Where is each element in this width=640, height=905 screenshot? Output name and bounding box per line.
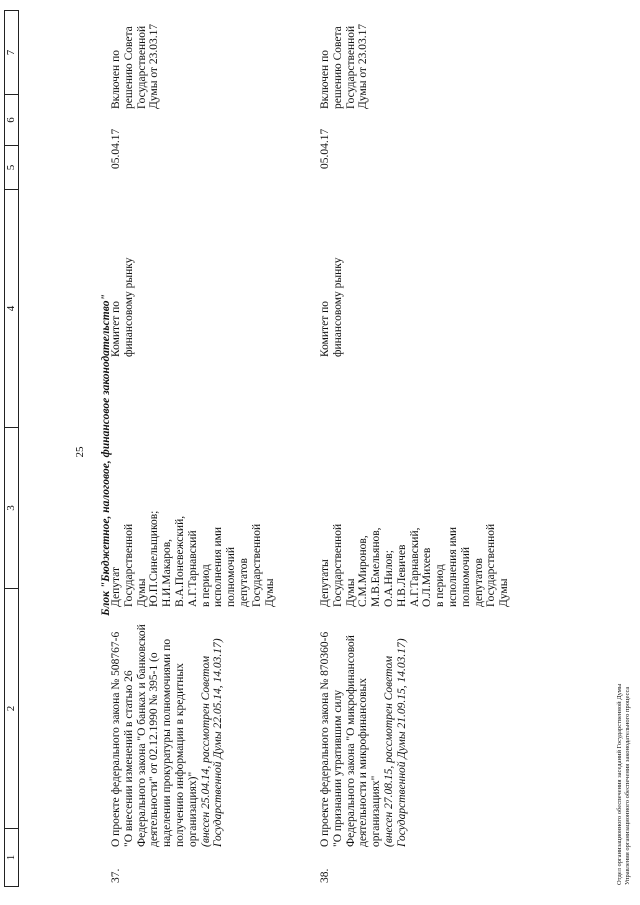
- column-header-6: 6: [5, 94, 18, 145]
- author-line: Депутаты: [319, 559, 331, 607]
- status-line: Государственной: [344, 25, 357, 109]
- author-line: В.А.Поневежский,: [173, 515, 186, 607]
- author-line: Думы: [344, 578, 357, 607]
- bill-authors: [319, 524, 511, 607]
- author-line: Н.И.Макаров,: [161, 538, 174, 607]
- desc-line: "О признании утратившим силу: [331, 689, 344, 847]
- committee-line: финансовому рынку: [122, 257, 135, 357]
- document-page: [0, 5, 640, 905]
- row-number: 38.: [319, 868, 331, 883]
- column-header-1: 1: [5, 828, 18, 886]
- column-header-5: 5: [5, 145, 18, 189]
- committee-line: Комитет по: [319, 301, 331, 357]
- committee-line: Комитет по: [110, 301, 122, 357]
- author-line: Государственной: [331, 523, 344, 607]
- column-header-row: [4, 10, 19, 887]
- row-number: 37.: [110, 868, 122, 883]
- column-header-4: 4: [5, 189, 18, 427]
- author-line: Ю.П.Синельщиков;: [148, 510, 161, 607]
- inclusion-status: [110, 24, 161, 109]
- status-line: Включен по: [319, 50, 331, 109]
- author-line: Государственной: [122, 523, 135, 607]
- block-title: Блок "Бюджетное, налоговое, финансовое законодательство": [100, 294, 112, 616]
- author-line: депутатов: [237, 558, 250, 607]
- author-line: в период: [434, 564, 447, 607]
- desc-line: Федерального закона "О банках и банковской: [135, 624, 148, 847]
- author-line: М.В.Емельянов,: [370, 527, 383, 607]
- responsible-committee: [110, 258, 136, 357]
- bill-authors: [110, 511, 276, 607]
- author-line: А.Г.Тарнавский: [186, 530, 199, 607]
- author-line: Государственной: [250, 523, 263, 607]
- bill-description: [319, 632, 409, 847]
- author-line: полномочий: [459, 547, 472, 607]
- author-line: депутатов: [472, 558, 485, 607]
- author-line: полномочий: [225, 547, 238, 607]
- status-line: Государственной: [135, 25, 148, 109]
- author-line: в период: [199, 564, 212, 607]
- footer-line: Управления организационного обеспечения законодательного процесса: [624, 686, 631, 885]
- author-line: исполнения ими: [446, 526, 459, 607]
- author-line: Думы: [498, 578, 511, 607]
- desc-line: наделении прокуратуры полномочиями по: [161, 638, 174, 847]
- author-line: Государственной: [485, 523, 498, 607]
- bill-description: [110, 624, 225, 847]
- desc-note-line: Государственной Думы 22.05.14, 14.03.17): [212, 638, 225, 847]
- committee-line: финансовому рынку: [331, 257, 344, 357]
- status-line: решению Совета: [122, 26, 135, 109]
- desc-note-line: (внесен 27.08.15, рассмотрен Советом: [382, 655, 395, 847]
- author-line: Депутат: [110, 567, 122, 607]
- author-line: С.М.Миронов,: [357, 535, 370, 607]
- inclusion-status: [319, 24, 370, 109]
- author-line: Н.В.Левичев: [395, 544, 408, 607]
- author-line: О.А.Нилов;: [382, 550, 395, 607]
- column-header-3: 3: [5, 427, 18, 588]
- column-header-7: 7: [5, 49, 17, 56]
- desc-line: организациях": [370, 775, 383, 847]
- author-line: О.Л.Михеев: [421, 547, 434, 607]
- status-line: решению Совета: [331, 26, 344, 109]
- status-line: Включен по: [110, 50, 122, 109]
- desc-note-line: (внесен 25.04.14, рассмотрен Советом: [199, 655, 212, 847]
- desc-line: деятельности" от 02.12.1990 № 395-1 (о: [148, 652, 161, 847]
- desc-line: организациях)": [186, 771, 199, 847]
- author-line: исполнения ими: [212, 526, 225, 607]
- status-line: Думы от 23.03.17: [148, 23, 161, 109]
- desc-line: Федерального закона "О микрофинансовой: [344, 635, 357, 847]
- responsible-committee: [319, 258, 345, 357]
- column-header-2: 2: [5, 588, 18, 828]
- author-line: Думы: [263, 578, 276, 607]
- desc-line: О проекте федерального закона № 870360-6: [319, 631, 331, 847]
- status-line: Думы от 23.03.17: [357, 23, 370, 109]
- author-line: Думы: [135, 578, 148, 607]
- desc-line: деятельности и микрофинансовых: [357, 677, 370, 847]
- review-date: 05.04.17: [110, 128, 122, 169]
- desc-line: О проекте федерального закона № 508767-6: [110, 631, 122, 847]
- desc-line: "О внесении изменений в статью 26: [122, 670, 135, 847]
- page-number: 25: [74, 446, 86, 458]
- footer-note: [616, 684, 632, 885]
- review-date: 05.04.17: [319, 128, 331, 169]
- footer-line: Отдел организационного обеспечения заседаний Государственной Думы: [616, 683, 623, 885]
- author-line: А.Г.Тарнавский,: [408, 527, 421, 607]
- desc-line: получению информации в кредитных: [173, 663, 186, 847]
- desc-note-line: Государственной Думы 21.09.15, 14.03.17): [395, 638, 408, 847]
